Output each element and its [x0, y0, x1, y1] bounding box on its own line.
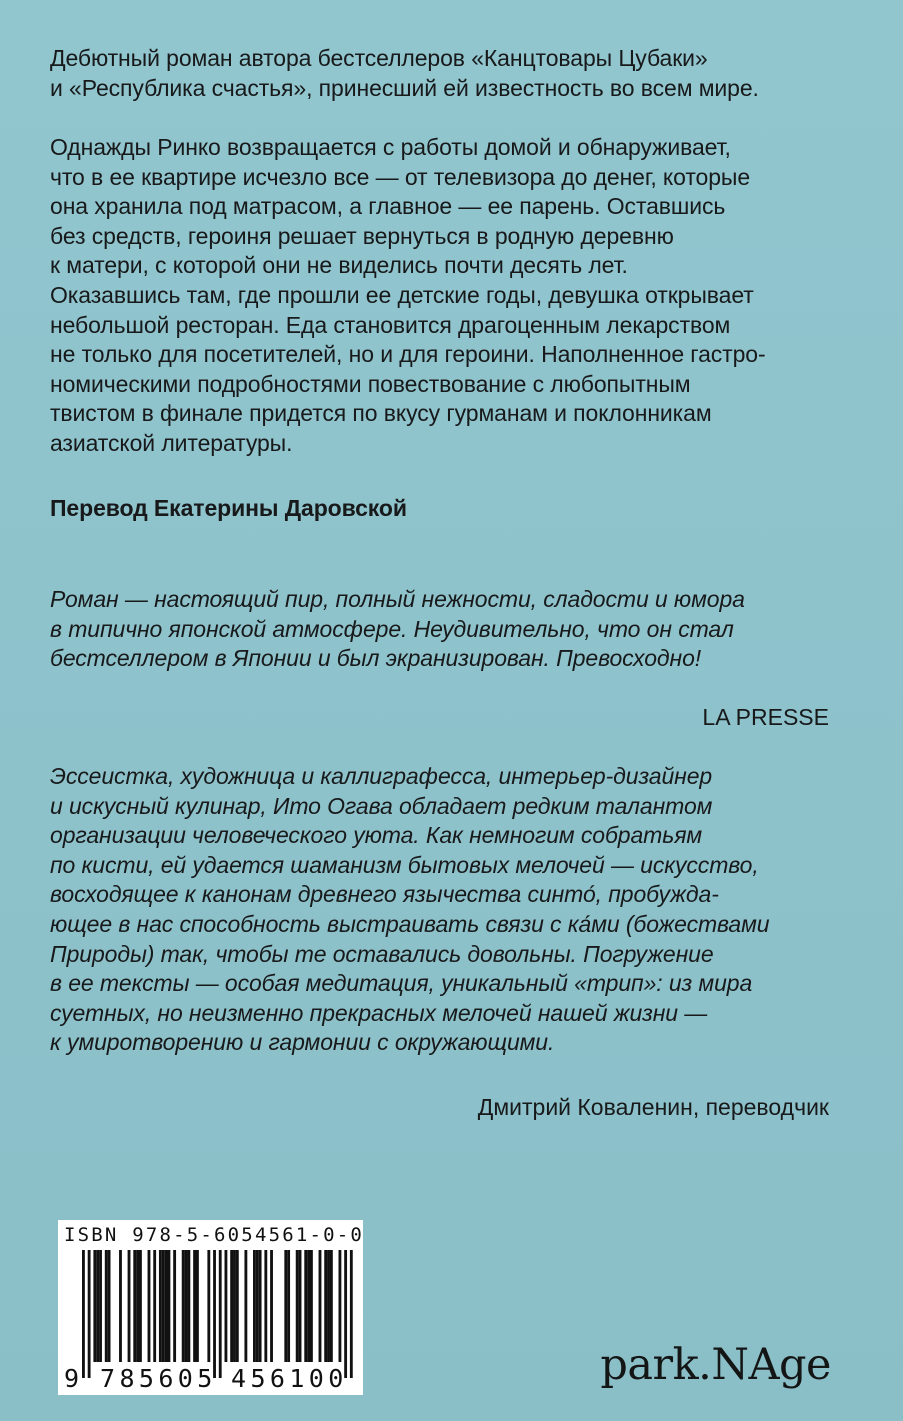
text-line: ющее в нас способность выстраивать связи с ка́ми (божествами	[50, 910, 770, 937]
logo-part: park.	[600, 1340, 712, 1390]
isbn-barcode	[58, 1220, 363, 1395]
barcode-bar	[207, 1250, 210, 1362]
review-quote-kovalenin	[50, 762, 840, 1058]
text-line: к матери, с которой они не виделись почти десять лет.	[50, 252, 628, 279]
isbn-label: ISBN 978-5-6054561-0-0	[64, 1224, 365, 1246]
intro-paragraph	[50, 44, 840, 103]
barcode-bar	[165, 1250, 168, 1362]
barcode-bar	[253, 1250, 256, 1362]
logo-part: Age	[748, 1340, 831, 1390]
text-line: номическими подробностями повествование с любопытным	[50, 370, 691, 397]
barcode-bar	[304, 1250, 307, 1362]
barcode-bar	[82, 1250, 85, 1378]
barcode-bar	[339, 1250, 342, 1362]
barcode-bar	[259, 1250, 262, 1362]
text-line: небольшой ресторан. Еда становится драгоценным лекарством	[50, 311, 731, 338]
barcode-bar	[236, 1250, 239, 1362]
barcode-bar	[159, 1250, 162, 1362]
barcode-bar	[88, 1250, 91, 1378]
logo-part: N	[711, 1340, 749, 1390]
barcode-bar	[284, 1250, 287, 1362]
barcode-bar	[233, 1250, 236, 1362]
barcode-bar	[162, 1250, 165, 1362]
barcode-bar	[185, 1250, 188, 1362]
barcode-bar	[99, 1250, 102, 1362]
barcode-bar	[299, 1250, 302, 1362]
barcode-bar	[319, 1250, 322, 1362]
barcode-bar	[187, 1250, 190, 1362]
barcode-bar	[256, 1250, 259, 1362]
ean-digits-left: 785605	[100, 1364, 217, 1393]
barcode-bar	[148, 1250, 151, 1362]
barcode-bar	[264, 1250, 267, 1362]
barcode-bar	[270, 1250, 273, 1362]
text-line: Дебютный роман автора бестселлеров «Канцтовары Цубаки»	[50, 45, 708, 71]
translator-credit: Перевод Екатерины Даровской	[50, 495, 407, 521]
text-line: азиатской литературы.	[50, 429, 293, 456]
barcode-bar	[96, 1250, 99, 1362]
text-line: в ее тексты — особая медитация, уникальный «трип»: из мира	[50, 970, 753, 997]
text-line: организации человеческого уюта. Как немногим собратьям	[50, 822, 703, 849]
text-line: без средств, героиня решает вернуться в родную деревню	[50, 222, 674, 249]
text-line: и искусный кулинар, Ито Огава обладает редким талантом	[50, 792, 713, 819]
barcode-bar	[230, 1250, 233, 1362]
barcode-bar	[182, 1250, 185, 1362]
text-line: и «Республика счастья», принесший ей известность во всем мире.	[50, 74, 759, 101]
text-line: она хранила под матрасом, а главное — ее парень. Оставшись	[50, 193, 726, 220]
barcode-bar	[196, 1250, 199, 1362]
text-line: по кисти, ей удается шаманизм бытовых мелочей — искусство,	[50, 851, 759, 878]
barcode-bar	[133, 1250, 136, 1362]
text-line: Эссеистка, художница и каллиграфесса, интерьер-дизайнер	[50, 763, 713, 789]
barcode-bar	[173, 1250, 176, 1362]
barcode-bar	[296, 1250, 299, 1362]
text-line: суетных, но неизменно прекрасных мелочей нашей жизни —	[50, 999, 708, 1026]
barcode-bar	[225, 1250, 228, 1362]
barcode-bar	[344, 1250, 347, 1378]
barcode-bar	[327, 1250, 330, 1362]
barcode-bar	[330, 1250, 333, 1362]
barcode-bar	[244, 1250, 247, 1362]
ean-digit-first: 9	[64, 1364, 80, 1393]
barcode-bar	[350, 1250, 353, 1378]
barcode-bar	[108, 1250, 111, 1362]
text-line: Оказавшись там, где прошли ее детские годы, девушка открывает	[50, 281, 754, 308]
text-line: Однажды Ринко возвращается с работы домой и обнаруживает,	[50, 134, 731, 160]
review-source-kovalenin: Дмитрий Коваленин, переводчик	[477, 1094, 829, 1120]
ean-digits-right: 456100	[231, 1364, 348, 1393]
review-source-la-presse: LA PRESSE	[702, 704, 829, 730]
text-line: твистом в финале придется по вкусу гурманам и поклонникам	[50, 400, 712, 427]
text-line: в типично японской атмосфере. Неудивительно, что он стал	[50, 615, 734, 642]
barcode-bar	[153, 1250, 156, 1362]
review-quote-la-presse	[50, 585, 840, 674]
barcode-bar	[324, 1250, 327, 1362]
text-line: что в ее квартире исчезло все — от телевизора до денег, которые	[50, 163, 751, 190]
text-line: бестселлером в Японии и был экранизирован. Превосходно!	[50, 645, 702, 672]
text-line: не только для посетителей, но и для героини. Наполненное гастро-	[50, 341, 766, 368]
text-line: восходящее к канонам древнего язычества синто́, пробужда-	[50, 881, 719, 908]
barcode-bar	[193, 1250, 196, 1362]
publisher-logo	[600, 1340, 831, 1390]
barcode-bar	[310, 1250, 313, 1362]
barcode-bar	[139, 1250, 142, 1362]
barcode-bar	[119, 1250, 122, 1362]
text-line: Роман — настоящий пир, полный нежности, сладости и юмора	[50, 586, 745, 612]
text-line: к умиротворению и гармонии с окружающими.	[50, 1029, 555, 1056]
barcode-bar	[168, 1250, 171, 1362]
barcode-bar	[307, 1250, 310, 1362]
synopsis-paragraph	[50, 133, 840, 459]
barcode-bar	[219, 1250, 222, 1378]
barcode-bar	[105, 1250, 108, 1362]
barcode-bar	[93, 1250, 96, 1362]
barcode-bar	[213, 1250, 216, 1378]
text-line: Природы) так, чтобы те оставались довольны. Погружение	[50, 940, 714, 967]
barcode-bar	[128, 1250, 131, 1362]
barcode-bar	[136, 1250, 139, 1362]
barcode-bar	[287, 1250, 290, 1362]
